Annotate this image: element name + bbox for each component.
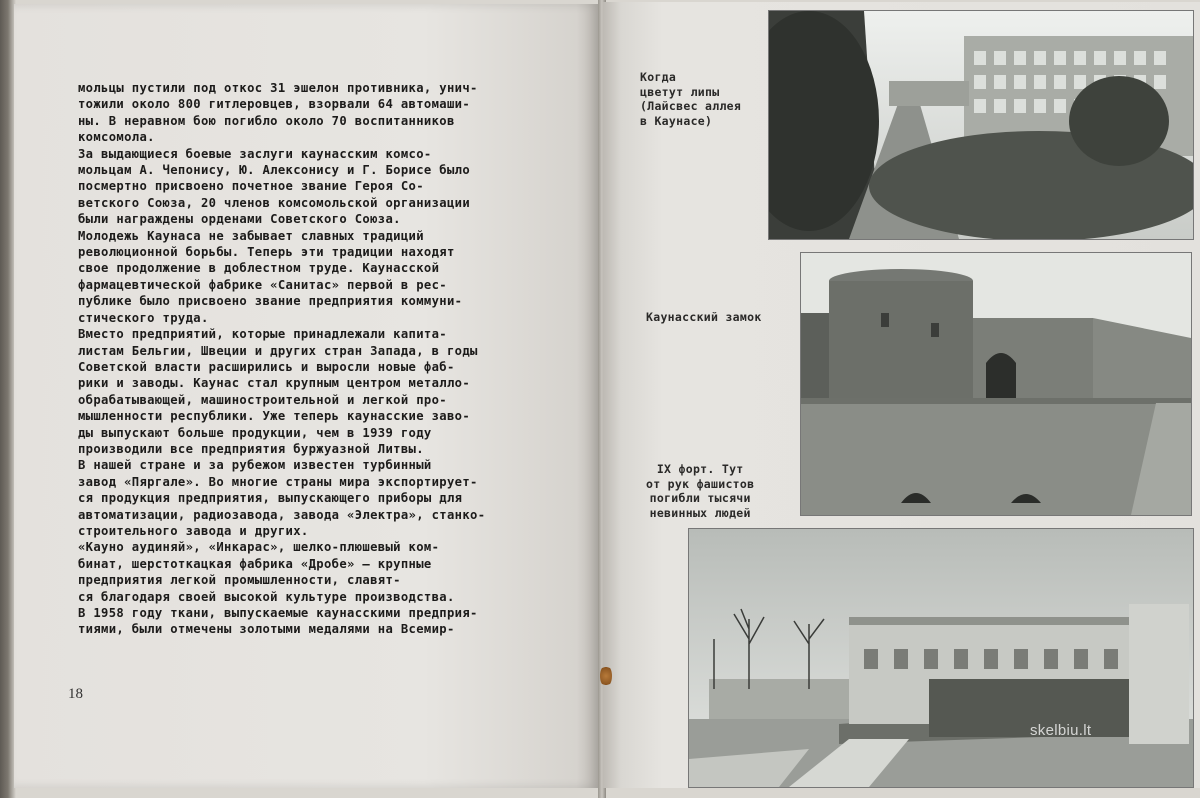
paragraph-5: В нашей стране и за рубежом известен турбинный завод «Пяргале». Во многие страны мира экспортирует- ся продукция предприятия, выпускающего приборы для автоматизации, радиозавода, завода «Электра», станко- строительного завода и других. — [78, 458, 486, 538]
caption-ninth-fort: IX форт. Тут от рук фашистов погибли тысячи невинных людей — [646, 462, 755, 520]
caption-linden-alley: Когда цветут липы (Лайсвес аллея в Каунасе) — [640, 70, 742, 128]
ninth-fort-photo — [688, 528, 1194, 788]
watermark-text: skelbiu.lt — [1030, 722, 1092, 739]
paragraph-1: мольцы пустили под откос 31 эшелон противника, унич- тожили около 800 гитлеровцев, взорвали 64 автомаши- ны. В неравном бою погибло около 70 воспитанников комсомола. — [78, 81, 478, 145]
paragraph-4: Вместо предприятий, которые принадлежали капита- листам Бельгии, Швеции и других стран Запада, в годы Советской власти расширились и выросли новые фаб- рики и заводы. Каунас стал крупным центром металло- обрабатывающей, машиностроительной и легкой про- мышленности республики. Уже теперь каунасские заво- ды выпускают больше продукции, чем в 1939 году производили все предприятия буржуазной Литвы. — [78, 327, 478, 456]
page-number: 18 — [68, 686, 83, 702]
caption-kaunas-castle: Каунасский замок — [646, 310, 762, 324]
kaunas-castle-photo — [800, 252, 1192, 516]
stain-mark — [600, 665, 612, 687]
paragraph-2: За выдающиеся боевые заслуги каунасским комсо- мольцам А. Чепонису, Ю. Алексонису и Г. Борисе было посмертно присвоено почетное звание Героя Со- ветского Союза, 20 членов комсомольской организации были награждены орденами Советского Союза. — [78, 146, 471, 227]
paragraph-6: «Кауно аудиняй», «Инкарас», шелко-плюшевый ком- бинат, шерстоткацкая фабрика «Дробе» — крупные предприятия легкой промышленности, славят- ся благодаря своей высокой культуре производства. В 1958 году ткани, выпускаемые каунасскими предприя- тиями, были отмечены золотыми медалями на Всемир- — [78, 540, 478, 637]
paragraph-3: Молодежь Каунаса не забывает славных традиций революционной борьбы. Теперь эти традиции находят свое продолжение в доблестном труде. Каунасской фармацевтической фабрике «Санитас» первой в рес- публике было присвоено звание предприятия коммуни- стического труда. — [78, 228, 463, 325]
left-page-body-text — [78, 80, 528, 638]
linden-alley-photo — [768, 10, 1194, 240]
